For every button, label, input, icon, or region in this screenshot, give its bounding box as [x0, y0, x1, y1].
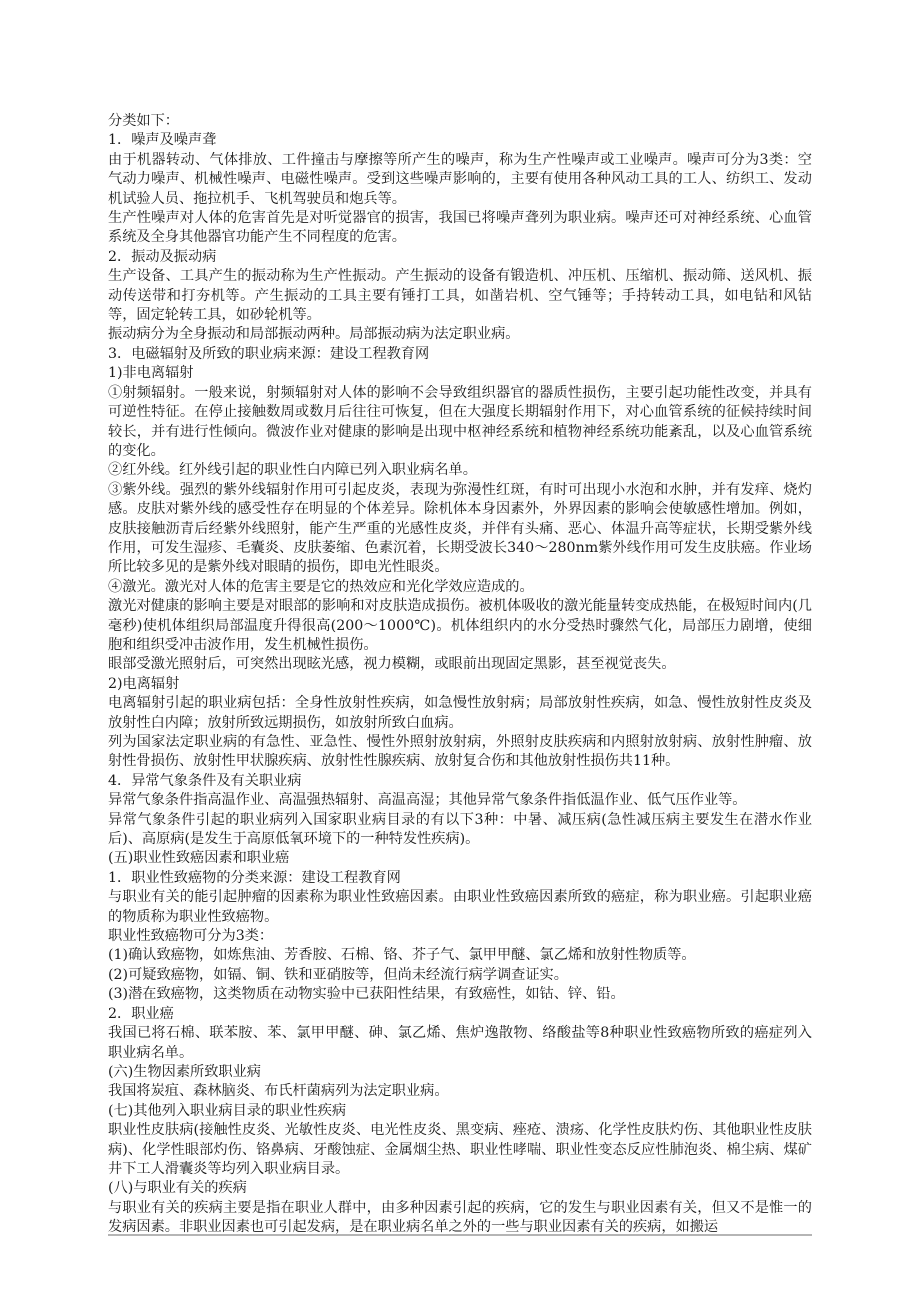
paragraph: 职业性皮肤病(接触性皮炎、光敏性皮炎、电光性皮炎、黑变病、痤疮、溃疡、化学性皮肤灼伤、其他职业性皮肤病)、化学性眼部灼伤、铬鼻病、牙酸蚀症、金属烟尘热、职业性哮喘、职业性变态反应性肺泡炎、棉尘病、煤矿井下工人滑囊炎等均列入职业病目录。	[108, 1122, 812, 1177]
paragraph: 生产性噪声对人体的危害首先是对听觉器官的损害，我国已将噪声聋列为职业病。噪声还可对神经系统、心血管系统及全身其他器官功能产生不同程度的危害。	[108, 210, 812, 246]
paragraph: 振动病分为全身振动和局部振动两种。局部振动病为法定职业病。	[108, 326, 520, 343]
section-heading: 2．振动及振动病	[108, 248, 217, 265]
paragraph: (2)可疑致癌物，如镉、铜、铁和亚硝胺等，但尚未经流行病学调查证实。	[108, 966, 568, 983]
section-heading: (五)职业性致癌因素和职业癌	[108, 850, 290, 867]
section-heading: (八)与职业有关的疾病	[108, 1180, 247, 1197]
paragraph: 我国已将石棉、联苯胺、苯、氯甲甲醚、砷、氯乙烯、焦炉逸散物、络酸盐等8种职业性致癌物所致的癌症列入职业病名单。	[108, 1025, 812, 1061]
paragraph: 我国将炭疽、森林脑炎、布氏杆菌病列为法定职业病。	[108, 1083, 449, 1100]
paragraph: (1)确认致癌物，如炼焦油、芳香胺、石棉、铬、芥子气、氯甲甲醚、氯乙烯和放射性物质等。	[108, 947, 696, 964]
paragraph: 职业性致癌物可分为3类：	[108, 928, 274, 945]
section-heading: 1)非电离辐射	[108, 365, 194, 382]
paragraph: ④激光。激光对人体的危害主要是它的热效应和光化学效应造成的。	[108, 578, 534, 595]
paragraph: 列为国家法定职业病的有急性、亚急性、慢性外照射放射病，外照射皮肤疾病和内照射放射病、放射性肿瘤、放射性骨损伤、放射性甲状腺疾病、放射性性腺疾病、放射复合伤和其他放射性损伤共11种。	[108, 734, 812, 770]
footer-divider	[108, 1234, 812, 1236]
paragraph: 由于机器转动、气体排放、工件撞击与摩擦等所产生的噪声，称为生产性噪声或工业噪声。噪声可分为3类：空气动力噪声、机械性噪声、电磁性噪声。受到这些噪声影响的，主要有使用各种风动工具的工人、纺织工、发动机试验人员、拖拉机手、飞机驾驶员和炮兵等。	[108, 151, 812, 207]
paragraph: 异常气象条件引起的职业病列入国家职业病目录的有以下3种：中暑、减压病(急性减压病主要发生在潜水作业后)、高原病(是发生于高原低氧环境下的一种特发性疾病)。	[108, 811, 812, 848]
paragraph: ①射频辐射。一般来说，射频辐射对人体的影响不会导致组织器官的器质性损伤，主要引起功能性改变，并具有可逆性特征。在停止接触数周或数月后往往可恢复，但在大强度长期辐射作用下，对心血管系统的征候持续时间较长，并有进行性倾向。微波作业对健康的影响是出现中枢神经系统和植物神经系统功能紊乱，以及心血管系统的变化。	[108, 384, 812, 459]
paragraph: 与职业有关的疾病主要是指在职业人群中，由多种因素引起的疾病，它的发生与职业因素有关，但又不是惟一的发病因素。非职业因素也可引起发病，是在职业病名单之外的一些与职业因素有关的疾病，如搬运	[108, 1199, 812, 1236]
paragraph: 眼部受激光照射后，可突然出现眩光感，视力模糊，或眼前出现固定黑影，甚至视觉丧失。	[108, 656, 676, 673]
paragraph: (3)潜在致癌物，这类物质在动物实验中已获阳性结果，有致癌性，如钴、锌、铅。	[108, 986, 625, 1003]
section-heading: 3．电磁辐射及所致的职业病来源：建设工程教育网	[108, 345, 430, 362]
section-heading: (六)生物因素所致职业病	[108, 1063, 261, 1080]
paragraph: 异常气象条件指高温作业、高温强热辐射、高温高湿；其他异常气象条件指低温作业、低气压作业等。	[108, 792, 747, 809]
paragraph: ③紫外线。强烈的紫外线辐射作用可引起皮炎，表现为弥漫性红斑，有时可出现小水泡和水肿，并有发痒、烧灼感。皮肤对紫外线的感受性存在明显的个体差异。除机体本身因素外，外界因素的影响会使敏感性增加。例如，皮肤接触沥青后经紫外线照射，能产生严重的光感性皮炎，并伴有头痛、恶心、体温升高等症状，长期受紫外线作用，可发生湿疹、毛囊炎、皮肤萎缩、色素沉着，长期受波长340～280nm紫外线作用可发生皮肤癌。作业场所比较多见的是紫外线对眼睛的损伤，即电光性眼炎。	[108, 481, 812, 576]
paragraph: 激光对健康的影响主要是对眼部的影响和对皮肤造成损伤。被机体吸收的激光能量转变成热能，在极短时间内(几毫秒)使机体组织局部温度升得很高(200～1000℃)。机体组织内的水分受热时骤然气化，局部压力剧增，使细胞和组织受冲击波作用，发生机械性损伤。	[108, 598, 812, 653]
section-heading: 1．噪声及噪声聋	[108, 132, 217, 149]
section-heading: 4．异常气象条件及有关职业病	[108, 772, 302, 789]
paragraph: 生产设备、工具产生的振动称为生产性振动。产生振动的设备有锻造机、冲压机、压缩机、振动筛、送风机、振动传送带和打夯机等。产生振动的工具主要有锤打工具，如凿岩机、空气锤等；手持转动工具，如电钻和风钻等，固定轮转工具，如砂轮机等。	[108, 268, 812, 324]
paragraph: ②红外线。红外线引起的职业性白内障已列入职业病名单。	[108, 462, 477, 479]
section-heading: 2)电离辐射	[108, 675, 180, 692]
document-body	[108, 112, 812, 1238]
paragraph: 与职业有关的能引起肿瘤的因素称为职业性致癌因素。由职业性致癌因素所致的癌症，称为职业癌。引起职业癌的物质称为职业性致癌物。	[108, 889, 812, 925]
section-heading: 2．职业癌	[108, 1005, 174, 1022]
section-heading: (七)其他列入职业病目录的职业性疾病	[108, 1102, 347, 1119]
section-heading: 1．职业性致癌物的分类来源：建设工程教育网	[108, 869, 401, 886]
section-heading: 分类如下：	[108, 113, 179, 129]
paragraph: 电离辐射引起的职业病包括：全身性放射性疾病，如急慢性放射病；局部放射性疾病，如急、慢性放射性皮炎及放射性白内障；放射所致远期损伤，如放射所致白血病。	[108, 695, 812, 731]
